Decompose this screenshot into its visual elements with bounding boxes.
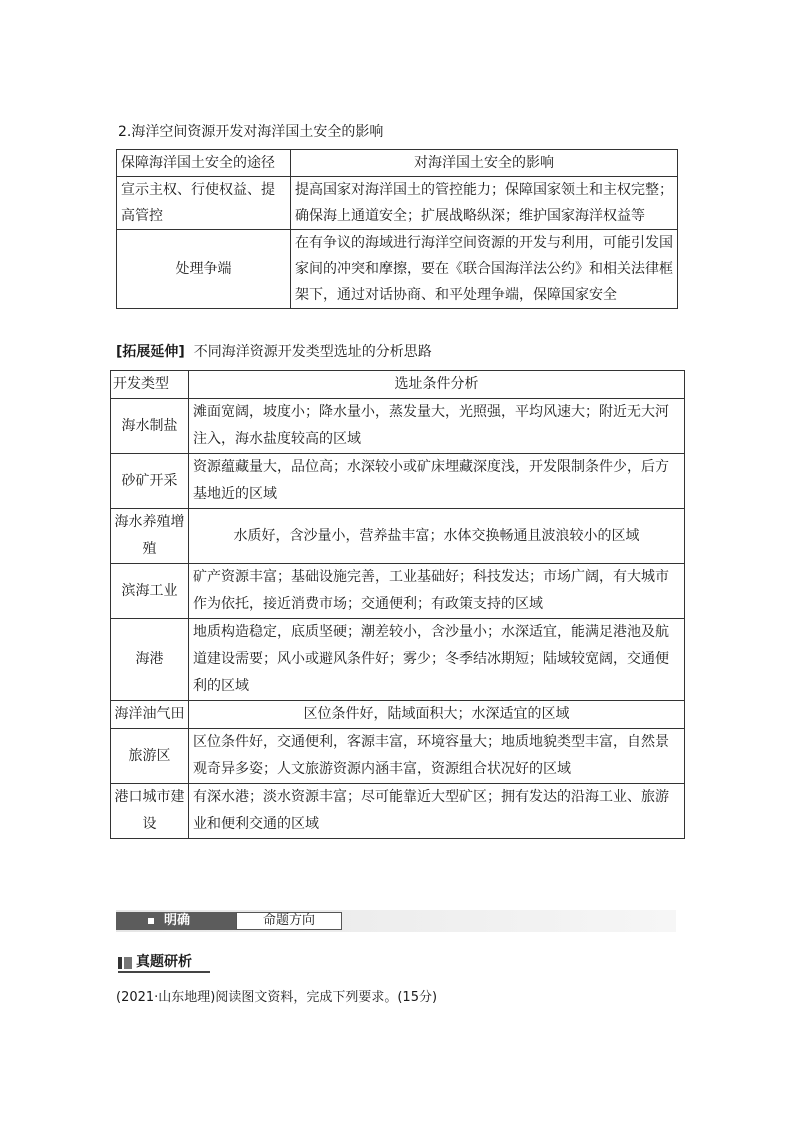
question-line: (2021·山东地理)阅读图文资料，完成下列要求。(15分) — [116, 990, 438, 1005]
analysis-cell: 地质构造稳定，底质坚硬；潮差较小，含沙量小；水深适宜，能满足港池及航道建设需要；风小或避风条件好；雾少；冬季结冰期短；陆域较宽阔，交通便利的区域 — [189, 619, 685, 701]
banner-dark-label — [116, 912, 236, 930]
type-cell: 港口城市建设 — [111, 784, 189, 839]
site-selection-table — [110, 370, 685, 839]
analysis-cell: 矿产资源丰富；基础设施完善，工业基础好；科技发达；市场广阔，有大城市作为依托，接近消费市场；交通便利；有政策支持的区域 — [189, 564, 685, 619]
way-cell: 宣示主权、行使权益、提高管控 — [117, 177, 291, 230]
type-cell: 海港 — [111, 619, 189, 701]
table-row — [111, 399, 685, 454]
table-header-row — [111, 371, 685, 399]
table-row — [117, 230, 678, 309]
type-cell: 旅游区 — [111, 729, 189, 784]
square-bullet-icon — [148, 918, 154, 924]
table-row — [111, 784, 685, 839]
type-cell: 海洋油气田 — [111, 701, 189, 729]
header-type: 开发类型 — [111, 371, 189, 399]
table-row — [111, 509, 685, 564]
table-row — [111, 701, 685, 729]
section-banner — [116, 910, 676, 932]
impact-cell: 在有争议的海域进行海洋空间资源的开发与利用，可能引发国家间的冲突和摩擦，要在《联合国海洋法公约》和相关法律框架下，通过对话协商、和平处理争端，保障国家安全 — [291, 230, 678, 309]
table-row — [117, 177, 678, 230]
header-impact: 对海洋国土安全的影响 — [291, 150, 678, 177]
table-row — [111, 729, 685, 784]
way-cell: 处理争端 — [117, 230, 291, 309]
analysis-cell: 资源蕴藏量大，品位高；水深较小或矿床埋藏深度浅，开发限制条件少，后方基地近的区域 — [189, 454, 685, 509]
extension-tag: [拓展延伸] — [116, 344, 185, 360]
type-cell: 滨海工业 — [111, 564, 189, 619]
type-cell: 海水制盐 — [111, 399, 189, 454]
analysis-cell: 水质好，含沙量小，营养盐丰富；水体交换畅通且波浪较小的区域 — [189, 509, 685, 564]
table-row — [111, 619, 685, 701]
banner-box-label: 命题方向 — [236, 912, 342, 930]
extension-heading — [116, 343, 432, 361]
heading-title: 真题研析 — [136, 954, 192, 970]
analysis-cell: 有深水港；淡水资源丰富；尽可能靠近大型矿区；拥有发达的沿海工业、旅游业和便利交通的区域 — [189, 784, 685, 839]
header-way: 保障海洋国土安全的途径 — [117, 150, 291, 177]
banner-dark-text: 明确 — [164, 913, 191, 928]
impact-cell: 提高国家对海洋国土的管控能力；保障国家领土和主权完整；确保海上通道安全；扩展战略纵深；维护国家海洋权益等 — [291, 177, 678, 230]
header-analysis: 选址条件分析 — [189, 371, 685, 399]
table-header-row — [117, 150, 678, 177]
section-2-title: 2.海洋空间资源开发对海洋国土安全的影响 — [118, 124, 384, 140]
table-row — [111, 564, 685, 619]
type-cell: 砂矿开采 — [111, 454, 189, 509]
analysis-cell: 滩面宽阔，坡度小；降水量小，蒸发量大，光照强，平均风速大；附近无大河注入，海水盐度较高的区域 — [189, 399, 685, 454]
analysis-cell: 区位条件好，陆域面积大；水深适宜的区域 — [189, 701, 685, 729]
security-impact-table — [116, 149, 678, 309]
type-cell: 海水养殖增殖 — [111, 509, 189, 564]
analysis-cell: 区位条件好，交通便利，客源丰富，环境容量大；地质地貌类型丰富，自然景观奇异多姿；人文旅游资源内涵丰富，资源组合状况好的区域 — [189, 729, 685, 784]
heading-underline — [118, 971, 210, 973]
table-row — [111, 454, 685, 509]
extension-title: 不同海洋资源开发类型选址的分析思路 — [193, 344, 432, 360]
